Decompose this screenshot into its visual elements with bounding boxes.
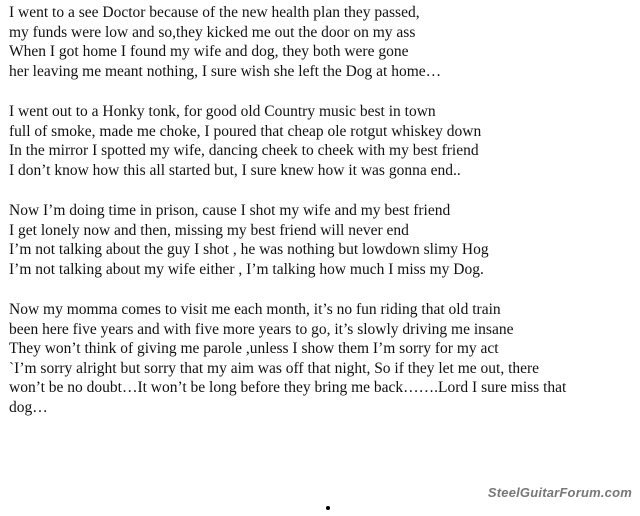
lyric-line: In the mirror I spotted my wife, dancing cheek to cheek with my best friend bbox=[9, 142, 479, 159]
stanza-4 bbox=[9, 300, 639, 417]
lyric-line: I get lonely now and then, missing my best friend will never end bbox=[9, 221, 409, 239]
stanza-3 bbox=[9, 201, 639, 279]
lyric-line: When I got home I found my wife and dog, they both were gone bbox=[9, 43, 409, 60]
lyric-line: Now my momma comes to visit me each month, it’s no fun riding that old train bbox=[9, 301, 501, 318]
lyric-line: dog… bbox=[9, 398, 48, 416]
watermark: SteelGuitarForum.com bbox=[487, 485, 632, 500]
lyric-line: I’m not talking about the guy I shot , he was nothing but lowdown slimy Hog bbox=[9, 241, 489, 258]
stanza-1 bbox=[9, 3, 639, 81]
lyric-line: won’t be no doubt…It won’t be long before they bring me back…….Lord I sure miss that bbox=[9, 379, 567, 396]
lyric-line: `I’m sorry alright but sorry that my aim was off that night, So if they let me out, there bbox=[9, 359, 540, 377]
lyric-line: I went to a see Doctor because of the new health plan they passed, bbox=[9, 4, 420, 21]
lyric-line: Now I’m doing time in prison, cause I shot my wife and my best friend bbox=[9, 202, 451, 219]
lyric-line: I don’t know how this all started but, I sure knew how it was gonna end.. bbox=[9, 161, 461, 179]
lyrics-body bbox=[9, 3, 639, 438]
lyric-line: full of smoke, made me choke, I poured that cheap ole rotgut whiskey down bbox=[9, 122, 482, 140]
lyric-line: been here five years and with five more years to go, it’s slowly driving me insane bbox=[9, 320, 514, 338]
scan-speck bbox=[326, 506, 330, 510]
lyric-line: I’m not talking about my wife either , I’m talking how much I miss my Dog. bbox=[9, 260, 484, 278]
lyric-line: my funds were low and so,they kicked me out the door on my ass bbox=[9, 23, 416, 41]
lyric-line: They won’t think of giving me parole ,unless I show them I’m sorry for my act bbox=[9, 340, 499, 357]
lyric-line: her leaving me meant nothing, I sure wish she left the Dog at home… bbox=[9, 62, 442, 80]
stanza-2 bbox=[9, 102, 639, 180]
lyric-line: I went out to a Honky tonk, for good old Country music best in town bbox=[9, 103, 436, 120]
